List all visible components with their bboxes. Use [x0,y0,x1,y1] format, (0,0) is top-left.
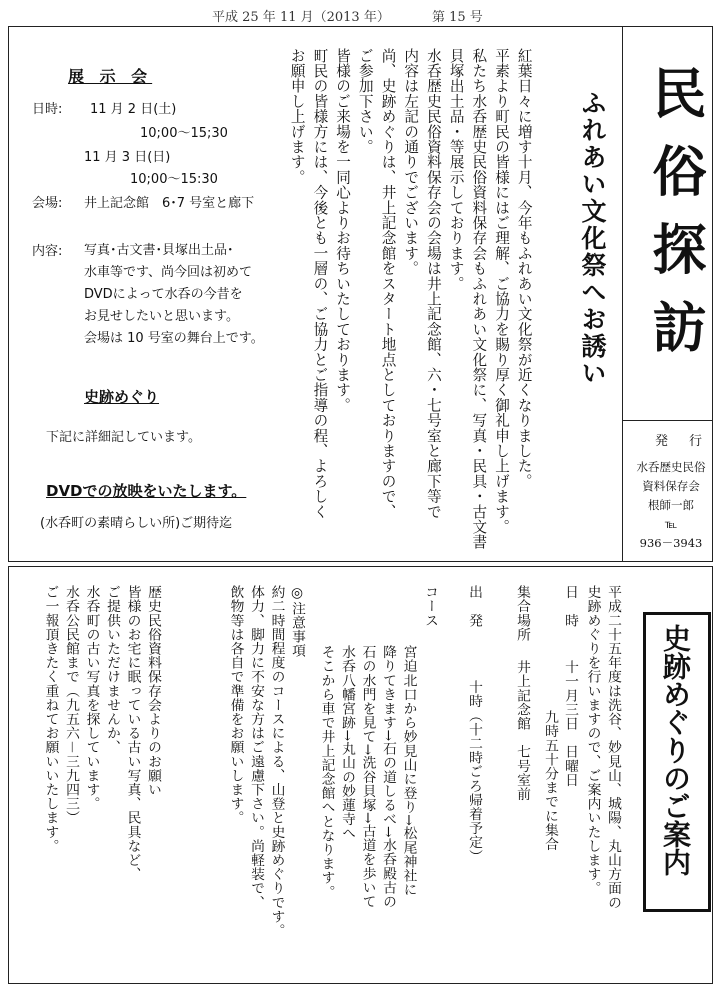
exhibition-venue-label: 会場: [32,196,63,211]
festival-line: 尚、史跡めぐりは、井上記念館をスタート地点としておりますので、 [379,48,397,520]
festival-line: 町民の皆様方には、今後とも一層の、ご協力とご指導の程、よろしく [311,48,329,520]
request-block [40,585,163,881]
festival-line: 平素より町民の皆様にはご理解、ご協力を賜り厚く御礼申し上げます。 [493,48,511,535]
caution-line: 飲物等は各自で準備をお願いします。 [227,585,244,825]
route-course-line: 宮迫北口から妙見山に登り→松尾神社に [400,645,417,897]
route-place-value: 井上記念館 七号室前 [514,660,530,801]
route-place-label: 集合場所 [514,585,530,642]
publisher-tel: 936－3943 [639,536,703,550]
publisher-line: 根師一郎 [648,498,694,512]
exhibition-content-line: お見せしたいと思います。 [84,309,239,324]
publisher-block [628,458,714,553]
festival-line: 私たち水呑歴史民俗資料保存会もふれあい文化祭に、写真・民具・古文書 [470,48,488,550]
festival-line: お願申し上げます。 [288,48,306,185]
shiseki-note: 下記に詳細記しています。 [46,430,201,445]
festival-body [285,48,535,550]
exhibition-day1: 11 月 2 日(土) [90,102,177,117]
route-course-line: そこから車で井上記念館へとなります。 [318,645,335,899]
exhibition-day2: 11 月 3 日(日) [84,150,171,165]
route-depart-label: 出 発 [466,585,482,628]
exhibition-day1-time: 10;00～15;30 [140,126,228,141]
caution-line: 体力、脚力に不安な方はご遠慮下さい。尚軽装で、 [248,585,264,910]
route-title: 史跡めぐりのご案内 [659,624,692,876]
route-depart-value: 十時（十二時ごろ帰着予定） [466,680,482,864]
request-line: ご提供いただけませんか、 [104,585,120,755]
route-course-line: 降りてきます→石の道しるべ→水呑殿古の [380,645,396,909]
exhibition-content-line: 水車等です、尚今回は初めて [84,265,252,280]
festival-line: 皆様のご来場を一同心よりお待ちいたしております。 [334,48,352,413]
exhibition-content [84,240,264,350]
exhibition-content-line: 写真･古文書･貝塚出土品･ [84,243,234,258]
dvd-note: (水呑町の素晴らしい所)ご期待迄 [40,516,233,531]
shiseki-title: 史跡めぐり [84,388,160,406]
caution-line: 約二時間程度のコースによる、山登と史跡めぐりです。 [268,585,285,938]
request-line: 皆様のお宅に眠っている古い写真、民具など、 [124,585,141,882]
festival-line: 内容は左記の通りでございます。 [402,48,420,276]
exhibition-content-label: 内容: [32,244,63,259]
request-line: 水呑公民館まで（九五六－三九四三） [63,585,79,825]
route-course [316,645,419,908]
festival-line: 紅葉日々に増す十月、今年もふれあい文化祭が近くなりました。 [515,48,533,489]
publisher-line: 水呑歴史民俗 [636,460,706,474]
masthead-divider [622,26,623,562]
route-date-label: 日 時 [562,585,578,628]
dvd-title: DVDでの放映をいたします。 [46,482,247,500]
exhibition-content-line: 会場は 10 号室の舞台上です。 [84,331,264,346]
masthead-publisher-divider [622,420,713,421]
exhibition-day2-time: 10;00～15:30 [130,172,218,187]
exhibition-date-label: 日時: [32,102,63,117]
issue-header [0,4,720,26]
request-line: 水呑町の古い写真を探しています。 [83,585,100,811]
exhibition-title: 展 示 会 [68,67,153,86]
route-course-line: 水呑八幡宮跡→丸山の妙蓮寺へ [339,645,355,841]
publisher-tel-label: ℡ [664,517,678,531]
festival-line: 水呑歴史民俗資料保存会の会場は井上記念館、六・七号室と廊下等で [424,48,442,520]
route-course-line: 石の水門を見て→洗谷貝塚→古道を歩いて [359,645,376,909]
route-intro [582,585,623,909]
festival-heading: ふれあい文化祭へお誘い [578,90,607,387]
route-intro-line: 平成二十五年度は洗谷、妙見山、城陽、丸山方面の [605,585,621,910]
masthead-title: 民俗探訪 [644,65,707,377]
festival-line: 貝塚出土品・等展示しております。 [447,48,465,292]
issued-label: 発 行 [655,434,707,449]
caution-block [225,585,307,938]
exhibition-venue: 井上記念館 6･7 号室と廊下 [84,196,255,211]
route-gather-time: 九時五十分までに集合 [542,710,558,851]
issue-date: 平成 25 年 11 月（2013 年） [212,10,390,25]
route-course-label: コース [422,585,438,628]
caution-title: ◎注意事項 [289,585,305,658]
exhibition-content-line: DVDによって水呑の今昔を [84,287,243,302]
route-date-value: 十一月三日 日曜日 [562,660,578,787]
request-line: ご一報頂きたく重ねてお願いいたします。 [42,585,59,853]
request-title: 歴史民俗資料保存会よりのお願い [145,585,161,797]
publisher-line: 資料保存会 [642,479,700,493]
route-intro-line: 史跡めぐりを行いますので、ご案内いたします。 [584,585,601,896]
festival-line: ご参加下さい。 [356,48,374,155]
issue-number: 第 15 号 [432,10,483,25]
